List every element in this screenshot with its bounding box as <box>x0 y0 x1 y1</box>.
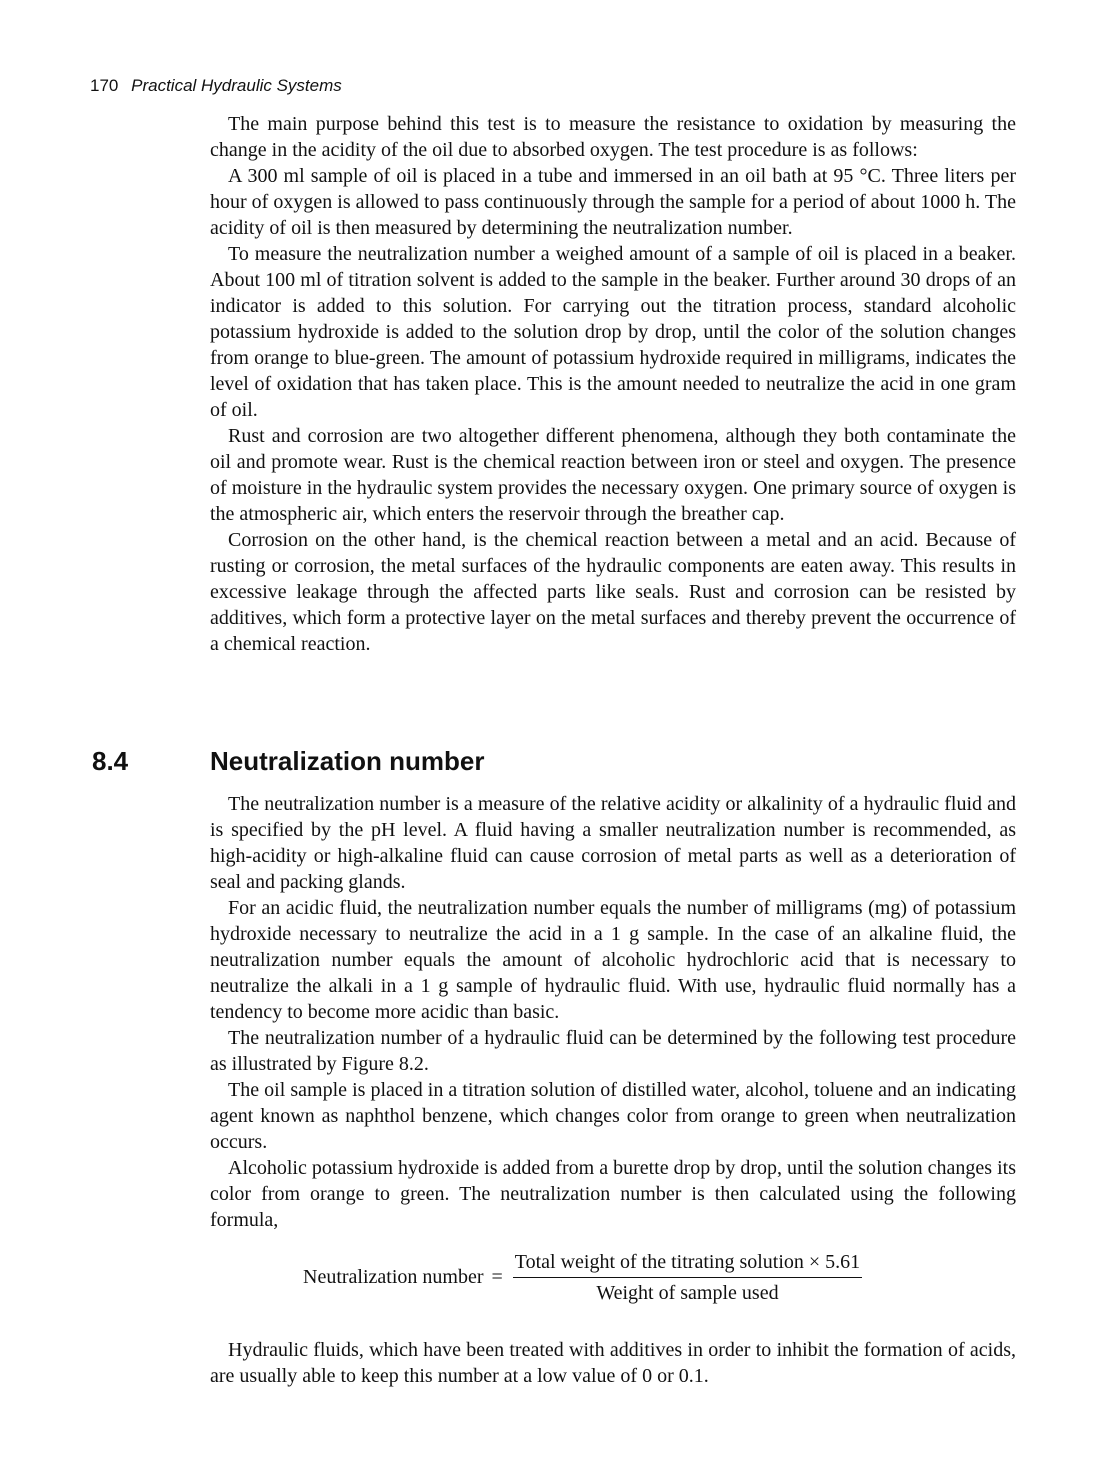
formula-denominator: Weight of sample used <box>596 1282 779 1304</box>
formula-numerator: Total weight of the titrating solution × 5.61 <box>513 1250 862 1278</box>
paragraph: Hydraulic fluids, which have been treated with additives in order to inhibit the formation of acids, are usually able to keep this number at a low value of 0 or 0.1. <box>210 1339 1016 1387</box>
paragraph: Rust and corrosion are two altogether different phenomena, although they both contaminate the oil and promote wear. Rust is the chemical reaction between iron or steel and oxygen. The presence of moisture in the hydraulic system provides the necessary oxygen. One primary source of oxygen is the atmospheric air, which enters the reservoir through the breather cap. <box>210 425 1016 525</box>
section-text-block <box>210 791 1016 1233</box>
running-title: Practical Hydraulic Systems <box>131 76 342 95</box>
formula-equals: = <box>491 1266 503 1288</box>
paragraph: For an acidic fluid, the neutralization number equals the number of milligrams (mg) of potassium hydroxide necessary to neutralize the acid in a 1 g sample. In the case of an alkaline fluid, the neutralization number equals the amount of alcoholic hydrochloric acid that is necessary to neutralize the alkali in a 1 g sample of hydraulic fluid. With use, hydraulic fluid normally has a tendency to become more acidic than basic. <box>210 897 1016 1023</box>
paragraph: The neutralization number is a measure of the relative acidity or alkalinity of a hydraulic fluid and is specified by the pH level. A fluid having a smaller neutralization number is recommended, as high-acidity or high-alkaline fluid can cause corrosion of metal parts as well as a deterioration of seal and packing glands. <box>210 793 1016 893</box>
paragraph: Corrosion on the other hand, is the chemical reaction between a metal and an acid. Because of rusting or corrosion, the metal surfaces of the hydraulic components are eaten away. This results in excessive leakage through the affected parts like seals. Rust and corrosion can be resisted by additives, which form a protective layer on the metal surfaces and thereby prevent the occurrence of a chemical reaction. <box>210 529 1016 655</box>
paragraph: The oil sample is placed in a titration solution of distilled water, alcohol, toluene and an indicating agent known as naphthol benzene, which changes color from orange to green when neutralization occurs. <box>210 1079 1016 1153</box>
paragraph: A 300 ml sample of oil is placed in a tube and immersed in an oil bath at 95 °C. Three liters per hour of oxygen is allowed to pass continuously through the sample for a period of about 1000 h. The acidity of oil is then measured by determining the neutralization number. <box>210 165 1016 239</box>
formula-lhs: Neutralization number <box>303 1266 484 1288</box>
intro-text-block <box>210 111 1016 657</box>
paragraph: The neutralization number of a hydraulic fluid can be determined by the following test procedure as illustrated by Figure 8.2. <box>210 1027 1016 1075</box>
section-number: 8.4 <box>92 746 129 776</box>
neutralization-formula <box>303 1250 862 1305</box>
section-heading <box>92 745 484 777</box>
paragraph: The main purpose behind this test is to measure the resistance to oxidation by measuring the change in the acidity of the oil due to absorbed oxygen. The test procedure is as follows: <box>210 113 1016 161</box>
formula-fraction <box>513 1250 862 1305</box>
page-header <box>90 76 342 96</box>
closing-text-block <box>210 1337 1016 1389</box>
paragraph: Alcoholic potassium hydroxide is added from a burette drop by drop, until the solution changes its color from orange to green. The neutralization number is then calculated using the following formula, <box>210 1157 1016 1231</box>
section-title: Neutralization number <box>210 746 485 776</box>
paragraph: To measure the neutralization number a weighed amount of a sample of oil is placed in a beaker. About 100 ml of titration solvent is added to the sample in the beaker. Further around 30 drops of an indicator is added to this solution. For carrying out the titration process, standard alcoholic potassium hydroxide is added to the solution drop by drop, until the color of the solution changes from orange to blue-green. The amount of potassium hydroxide required in milligrams, indicates the level of oxidation that has taken place. This is the amount needed to neutralize the acid in one gram of oil. <box>210 243 1016 421</box>
page-number: 170 <box>90 76 119 95</box>
